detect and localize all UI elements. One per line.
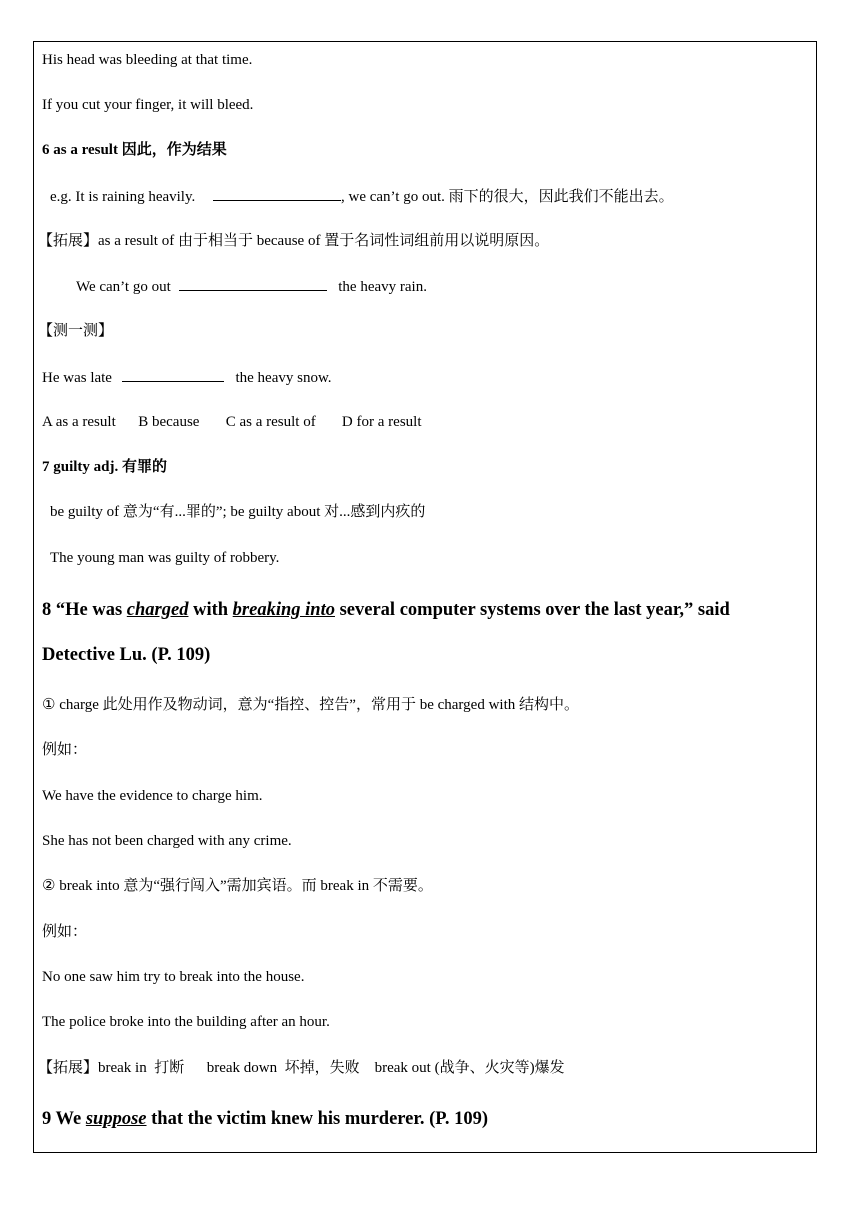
fill-blank [179,276,327,291]
text-line: ① charge 此处用作及物动词，意为“指控、控告”，常用于 be charged with 结构中。 [42,697,579,713]
example-line: e.g. It is raining heavily. , we can’t go out. 雨下的很大，因此我们不能出去。 [50,186,674,207]
section-heading-7: 7 guilty adj. 有罪的 [42,459,168,475]
fill-blank [122,367,224,382]
example-line: We can’t go out the heavy rain. [76,276,427,297]
quiz-label: 【测一测】 [38,323,114,339]
text-line: She has not been charged with any crime. [42,833,292,849]
fill-blank [213,186,341,201]
extension-note: 【拓展】as a result of 由于相当于 because of 置于名词性词组前用以说明原因。 [38,233,550,249]
text-line: be guilty of 意为“有...罪的”; be guilty about 对...感到内疚的 [50,504,426,520]
text-line: If you cut your finger, it will bleed. [42,97,254,113]
text-line: 例如： [42,924,88,940]
text-line: His head was bleeding at that time. [42,52,253,68]
text-line: The police broke into the building after an hour. [42,1014,330,1030]
quiz-question: He was late the heavy snow. [42,367,332,388]
keyword-breaking-into: breaking into [232,600,335,620]
text-line: The young man was guilty of robbery. [50,550,280,566]
extension-note: 【拓展】break in 打断 break down 坏掉，失败 break out (战争、火灾等)爆发 [38,1060,565,1076]
text-line: ② break into 意为“强行闯入”需加宾语。而 break in 不需要。 [42,878,433,894]
quiz-options: A as a result B because C as a result of D for a result [42,414,422,430]
text-line: 例如： [42,742,88,758]
keyword-suppose: suppose [85,1109,147,1129]
section-heading-8-cont: Detective Lu. (P. 109) [42,645,211,665]
text-line: No one saw him try to break into the house. [42,969,305,985]
section-heading-6: 6 as a result 因此，作为结果 [42,142,227,158]
content-frame [33,41,817,1153]
keyword-charged: charged [126,600,189,620]
section-heading-8: 8 “He was charged with breaking into several computer systems over the last year,” said [42,600,730,620]
text-line: We have the evidence to charge him. [42,788,263,804]
section-heading-9: 9 We suppose that the victim knew his murderer. (P. 109) [42,1109,489,1129]
